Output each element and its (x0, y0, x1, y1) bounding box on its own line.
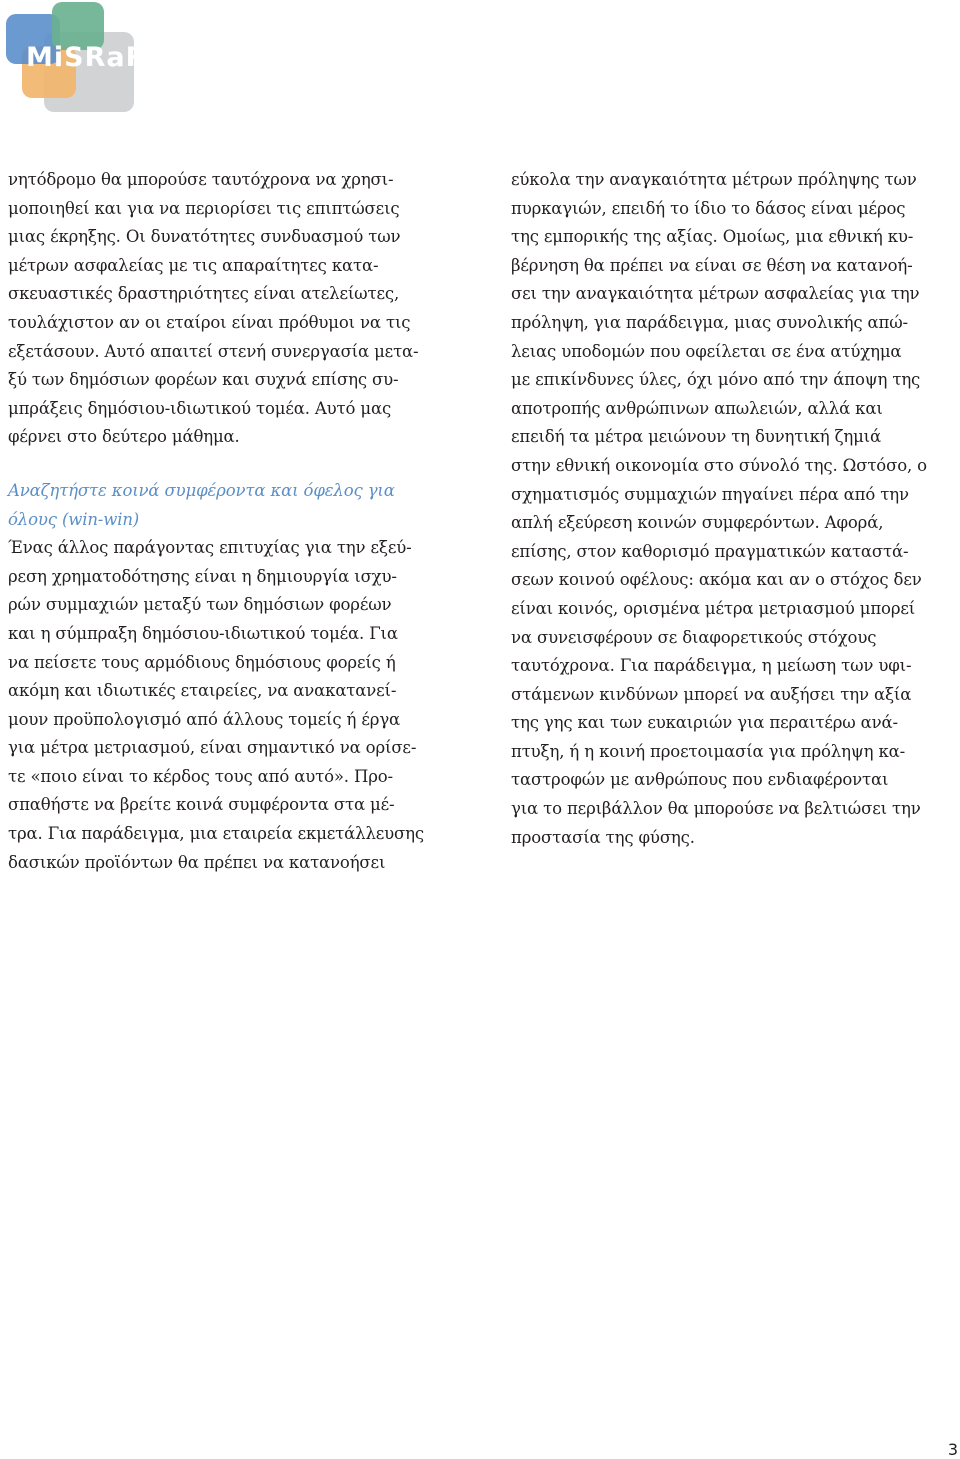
text-line: μέτρων ασφαλείας με τις απαραίτητες κατα- (8, 255, 379, 275)
text-line: επίσης, στον καθορισμό πραγματικών καταστά- (511, 541, 909, 561)
text-line: ξύ των δημόσιων φορέων και συχνά επίσης συ- (8, 370, 399, 390)
text-line: μουν προϋπολογισμό από άλλους τομείς ή έργα (8, 709, 401, 729)
text-line: με επικίνδυνες ύλες, όχι μόνο από την άποψη της (511, 370, 921, 390)
text-line: δασικών προϊόντων θα πρέπει να κατανοήσει (8, 852, 386, 872)
text-line: σεων κοινού οφέλους: ακόμα και αν ο στόχος δεν (511, 570, 922, 590)
text-line: απλή εξεύρεση κοινών συμφερόντων. Αφορά, (511, 513, 884, 533)
misrar-logo (6, 2, 148, 114)
text-line: πυρκαγιών, επειδή το ίδιο το δάσος είναι μέρος (511, 198, 906, 218)
text-line: να συνεισφέρουν σε διαφορετικούς στόχους (511, 627, 877, 647)
text-line: επειδή τα μέτρα μειώνουν τη δυνητική ζημιά (511, 427, 881, 447)
text-line: μοποιηθεί και για να περιορίσει τις επιπτώσεις (8, 198, 400, 218)
text-line: πτυξη, ή η κοινή προετοιμασία για πρόληψη κα- (511, 741, 906, 761)
text-line: για μέτρα μετριασμού, είναι σημαντικό να ορίσε- (8, 738, 417, 758)
left-paragraph-2 (8, 534, 460, 877)
text-line: για το περιβάλλον θα μπορούσε να βελτιώσει την (511, 799, 921, 819)
logo-text: MiSRaR (26, 42, 148, 73)
paragraph-gap (8, 452, 460, 477)
text-line: της εμπορικής της αξίας. Ομοίως, μια εθνική κυ- (511, 227, 914, 247)
section-heading (8, 477, 460, 534)
heading-line: Αναζητήστε κοινά συμφέροντα και όφελος για (8, 480, 395, 500)
left-paragraph-1 (8, 166, 460, 452)
text-line: τε «ποιο είναι το κέρδος τους από αυτό». Προ- (8, 766, 393, 786)
text-line: Ένας άλλος παράγοντας επιτυχίας για την εξεύ- (8, 538, 412, 558)
heading-line: όλους (win-win) (8, 509, 140, 529)
text-line: σκευαστικές δραστηριότητες είναι ατελείωτες, (8, 284, 400, 304)
text-line: ταστροφών με ανθρώπους που ενδιαφέρονται (511, 770, 889, 790)
text-line: εξετάσουν. Αυτό απαιτεί στενή συνεργασία μετα- (8, 341, 419, 361)
text-line: σπαθήστε να βρείτε κοινά συμφέροντα στα μέ- (8, 795, 395, 815)
text-line: της γης και των ευκαιριών για περαιτέρω ανά- (511, 713, 898, 733)
text-line: φέρνει στο δεύτερο μάθημα. (8, 427, 240, 447)
text-line: λειας υποδομών που οφείλεται σε ένα ατύχημα (511, 341, 902, 361)
text-line: προστασία της φύσης. (511, 827, 695, 847)
text-line: τουλάχιστον αν οι εταίροι είναι πρόθυμοι να τις (8, 312, 411, 332)
text-line: πρόληψη, για παράδειγμα, μιας συνολικής απώ- (511, 312, 908, 332)
text-line: ρών συμμαχιών μεταξύ των δημόσιων φορέων (8, 595, 392, 615)
text-line: στην εθνική οικονομία στο σύνολό της. Ωστόσο, ο (511, 455, 927, 475)
text-line: εύκολα την αναγκαιότητα μέτρων πρόληψης των (511, 170, 917, 189)
text-line: ρεση χρηματοδότησης είναι η δημιουργία ισχυ- (8, 566, 397, 586)
text-line: ακόμη και ιδιωτικές εταιρείες, να ανακατανεί- (8, 681, 397, 701)
left-column (8, 166, 460, 877)
text-line: αποτροπής ανθρώπινων απωλειών, αλλά και (511, 398, 883, 418)
text-line: μπράξεις δημόσιου-ιδιωτικού τομέα. Αυτό μας (8, 398, 392, 418)
text-line: ταυτόχρονα. Για παράδειγμα, η μείωση των υφι- (511, 656, 912, 676)
right-column (511, 166, 960, 852)
text-line: νητόδρομο θα μπορούσε ταυτόχρονα να χρησι- (8, 170, 394, 189)
text-line: τρα. Για παράδειγμα, μια εταιρεία εκμετάλλευσης (8, 824, 424, 844)
text-line: σχηματισμός συμμαχιών πηγαίνει πέρα από την (511, 484, 909, 504)
text-line: είναι κοινός, ορισμένα μέτρα μετριασμού μπορεί (511, 598, 916, 618)
text-line: και η σύμπραξη δημόσιου-ιδιωτικού τομέα. Για (8, 623, 398, 643)
text-line: στάμενων κινδύνων μπορεί να αυξήσει την αξία (511, 684, 912, 704)
text-line: σει την αναγκαιότητα μέτρων ασφαλείας για την (511, 284, 920, 304)
text-line: να πείσετε τους αρμόδιους δημόσιους φορείς ή (8, 652, 396, 672)
text-line: μιας έκρηξης. Οι δυνατότητες συνδυασμού των (8, 227, 401, 247)
text-line: βέρνηση θα πρέπει να είναι σε θέση να κατανοή- (511, 255, 913, 275)
page-number: 3 (947, 1440, 958, 1459)
right-paragraph (511, 166, 960, 852)
